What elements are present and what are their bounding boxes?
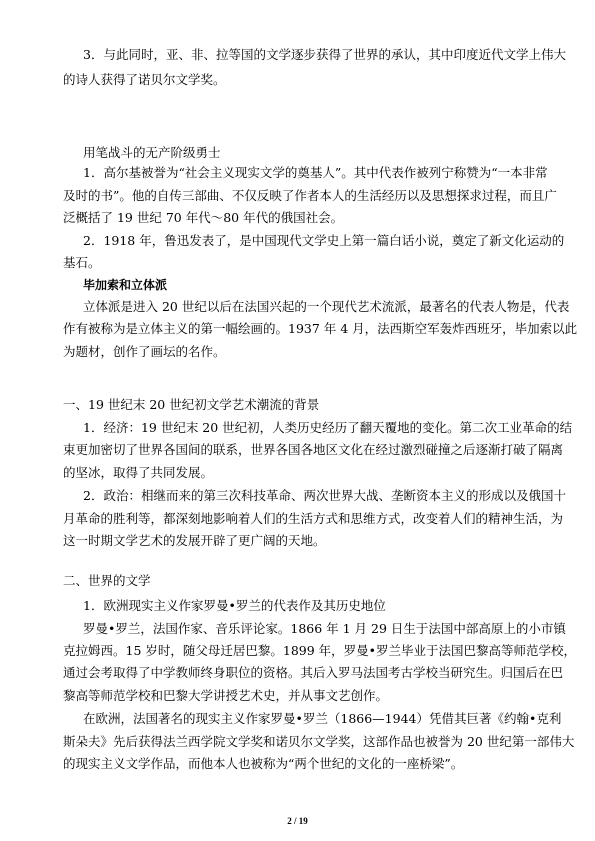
text-line: 基石。 [63, 255, 101, 270]
text-line: 的现实主义文学作品，而他本人也被称为“两个世纪的文化的一座桥梁”。 [63, 756, 464, 771]
text-line: 1．高尔基被誉为“社会主义现实文学的奠基人”。其中代表作被列宁称赞为“一本非常 [83, 165, 548, 180]
section-heading: 毕加索和立体派 [83, 278, 168, 292]
text-line: 在欧洲，法国著名的现实主义作家罗曼•罗兰（1866—1944）凭借其巨著《约翰•克利 [83, 711, 562, 726]
text-line: 2．政治：相继而来的第三次科技革命、两次世界大战、垄断资本主义的形成以及俄国十 [83, 488, 566, 503]
text-line: 立体派是进入 20 世纪以后在法国兴起的一个现代艺术流派，最著名的代表人物是，代表 [83, 299, 570, 314]
text-line: 罗曼•罗兰，法国作家、音乐评论家。1866 年 1 月 29 日生于法国中部高原上的小市镇 [83, 621, 566, 636]
text-line: 的诗人获得了诺贝尔文学奖。 [63, 72, 226, 87]
text-line: 及时的书”。他的自传三部曲、不仅反映了作者本人的生活经历以及思想探求过程，而且广 [63, 188, 557, 203]
text-line: 通过会考取得了中学教师终身职位的资格。其后入罗马法国考古学校当研究生。归国后在巴 [63, 665, 564, 680]
text-line: 斯朵夫》先后获得法兰西学院文学奖和诺贝尔文学奖，这部作品也被誉为 20 世纪第一部伟大 [63, 734, 575, 749]
section-heading: 二、世界的文学 [63, 573, 151, 588]
text-line: 月革命的胜利等，都深刻地影响着人们的生活方式和思维方式，改变着人们的精神生活，为 [63, 511, 564, 526]
text-line: 克拉姆西。15 岁时，随父母迁居巴黎。1899 年，罗曼•罗兰毕业于法国巴黎高等师范学校， [63, 643, 577, 658]
text-line: 黎高等师范学校和巴黎大学讲授艺术史，并从事文艺创作。 [63, 688, 389, 703]
text-line: 2．1918 年，鲁迅发表了，是中国现代文学史上第一篇白话小说，奠定了新文化运动的 [83, 233, 565, 248]
section-heading: 用笔战斗的无产阶级勇士 [83, 145, 221, 160]
text-line: 1．欧洲现实主义作家罗曼•罗兰的代表作及其历史地位 [83, 598, 386, 613]
text-line: 1．经济：19 世纪末 20 世纪初，人类历史经历了翻天覆地的变化。第二次工业革命的结 [83, 420, 573, 435]
text-line: 为题材，创作了画坛的名作。 [63, 344, 226, 359]
text-line: 泛概括了 19 世纪 70 年代～80 年代的俄国社会。 [63, 210, 344, 225]
text-line: 作有被称为是立体主义的第一幅绘画的。1937 年 4 月，法西斯空军轰炸西班牙，毕加索以此 [63, 321, 578, 336]
page-number: 2 / 19 [287, 816, 308, 826]
text-line: 这一时期文学艺术的发展开辟了更广阔的天地。 [63, 533, 326, 548]
text-line: 束更加密切了世界各国间的联系，世界各国各地区文化在经过激烈碰撞之后逐渐打破了隔离 [63, 442, 564, 457]
text-line: 3．与此同时，亚、非、拉等国的文学逐步获得了世界的承认，其中印度近代文学上伟大 [83, 47, 566, 62]
text-line: 的坚冰，取得了共同发展。 [63, 465, 214, 480]
section-heading: 一、19 世纪末 20 世纪初文学艺术潮流的背景 [63, 397, 320, 412]
